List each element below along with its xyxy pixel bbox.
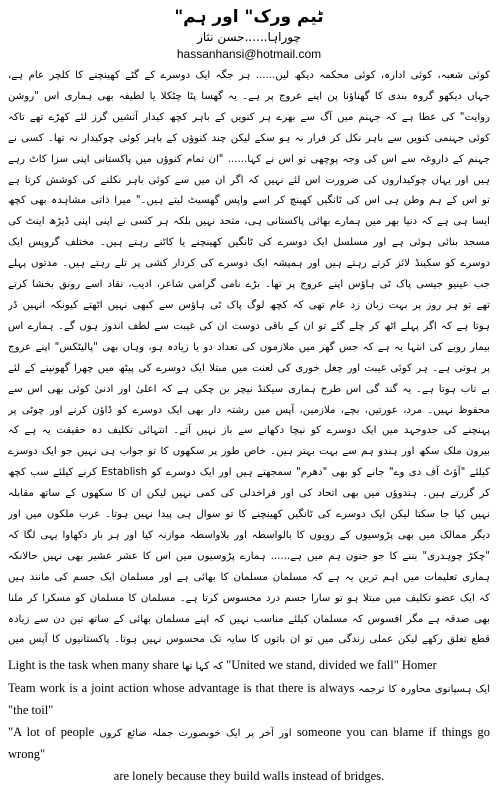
author-email: hassanhansi@hotmail.com [176, 47, 322, 61]
english-quote-2-right: "the toil" [8, 703, 54, 717]
article-body: کوئی شعبہ، کوئی ادارہ، کوئی محکمہ دیکھ لیں...... ہر جگہ ایک دوسرے کے گٹے کھینچنے کا کلچر عام ہے، جہاں دیکھو گروہ بندی کا گھناؤنا پن اپنے عروج پر ہے۔ یہ گھسا پٹا چٹکلا یا لطیفہ بھی ہماری اس "روشن روایت" کی عطا ہے کہ جہنم میں آگ سے بھرے ہر کنویں کے باہر کچھ کیدار آتشیں گرز لئے کھڑے تھے تاکہ کوئی جہنمی کنویں سے باہر نکل کر فرار نہ ہو سکے لیکن چند کنوؤں کے باہر کوئی چوکیدار نہ تھا۔ کسی نے جہنم کے داروغہ سے اس کی وجہ پوچھی تو اس نے کہا...... "ان تمام کنوؤں میں پاکستانی اپنی سزا کاٹ رہے ہیں اور یہاں چوکیداروں کی ضرورت اس لئے نہیں کہ اگر ان میں سے کوئی باہر نکلنے کی کوشش کرتا ہے تو اس کے ہم وطن ہی اس کی ٹانگیں کھینچ کر اسے واپس گھسیٹ لیتے ہیں۔" میرا ذاتی مشاہدہ بھی کچھ ایسا ہی ہے کہ دنیا بھر میں ہمارے بھائی پاکستانی ہی، متحد نہیں بلکہ ہر کسی نے اپنی اپنی ڈیڑھ اینٹ کی مسجد بنائی ہوئی ہے اور مسلسل ایک دوسرے کی ٹانگیں کھینچنے یا کاٹنے رہتے ہیں۔ مختلف گروپس ایک دوسرے کو سکینڈ لائز کرتے رہتے ہیں اور ہمیشہ ایک دوسرے کی کردار کشی پر تلے رہتے ہیں۔ مدتوں پہلے جب عینیو جیسی پاک ٹی ہاؤس اپنے عروج پر تھا۔ بڑے نامی گرامی شاعر، ادیب، نقاد اسے رونق بخشا کرتے تھے تو ہر روز پر بہت زبان زد عام تھی کہ کچھ لوگ پاک ٹی ہاؤس سے کبھی نہیں اٹھتے کیونکہ انہیں ڈر ہوتا ہے کہ اگر پہلے اٹھ کر چلے گئے تو ان کے باقی دوست ان کی غیبت سے لطف اندوز ہوں گے۔ ہمارے اس بیمار رویے کی انتہا یہ ہے کہ جس گھر میں ملازموں کی تعداد دو یا زیادہ ہو، وہاں بھی "پالیٹکس" اپنے عروج پر ہوتی ہے۔ ہر کوئی غیبت اور چغل خوری کی لعنت میں مبتلا ایک دوسرے کی پیٹھ میں چھرا گھونپنے کے لئے بے تاب ہوتا ہے۔ یہ گند گی اس طرح ہماری سیکنڈ نیچر بن چکی ہے کہ اعلیٰ اور ادنیٰ کوئی بھی اس سے محفوظ نہیں۔ مرد، عورتیں، بچے، ملازمین، آپس میں رشتہ دار بھی ایک دوسرے کو ڈاؤن کرنے اور چوٹی پر پہنچنے کی جدوجہد میں ایک دوسرے کو نیچا دکھانے سے باز نہیں آتے۔ انتہائی تکلیف دہ حقیقت یہ ہے کہ بیرون ملک سکھ اور ہندو ہم سے بہت بہتر ہیں۔ خاص طور پر سکھوں کا تو جواب ہی نہیں جو ایک دوسرے کیلئے "آؤٹ آف دی وے" جانے کو بھی "دھرم" سمجھتے ہیں اور ایک دوسرے کو Establish کرنے کیلئے سب کچھ کر گزرتے ہیں۔ ہندوؤں میں بھی اتحاد کی اور فراخدلی کی کمی نہیں لیکن ان کا سکھوں کے ساتھ مقابلہ نہیں کیا جا سکتا لیکن ایک دوسرے کی ٹانگیں کھینچنے کا تو سوال ہی پیدا نہیں ہوتا۔ عرب ملکوں میں اور دیگر ممالک میں بھی پڑوسیوں کے رویوں کا بالواسطہ اور بلاواسطہ موازنہ کیا اور ہر بار دکھاوا یہی لگا کہ "چکڑ چوہدری" بننے کا جو جنون ہم میں ہے...... ہمارے پڑوسیوں میں اس کا عشر عشیر بھی نہیں حالانکہ ہماری تعلیمات میں اہم ترین یہ ہے کہ مسلمان مسلمان کا بھائی ہے اور مسلمان ایک جسم کی مانند ہیں کہ ایک عضو تکلیف میں مبتلا ہو تو سارا جسم درد محسوس کرتا ہے۔ مسلمان کا مسلمان کو مسکرا کر ملنا بھی صدقہ ہے مگر افسوس کہ مسلمان کیلئے مناسب نہیں کہ اپنے مسلمان بھائی کے ساتھ تین دن سے زیادہ قطع تعلق رکھے لیکن عملی زندگی میں تو ان باتوں کا سایہ تک محسوس نہیں ہوتا۔ پاکستانیوں کا آپس میں [8, 70, 490, 646]
english-quote-line-1 [8, 655, 490, 678]
english-quote-line-3 [8, 722, 490, 766]
english-quote-2-left: Team work is a joint action whose advantage is that there is always [8, 680, 355, 695]
english-quote-2-urdu: ایک ہسپانوی محاورہ کا ترجمہ [358, 683, 490, 695]
english-quote-3-urdu: اور آخر پر ایک خوبصورت جملہ ضائع کروں [99, 727, 292, 739]
english-quote-3-right: someone you can blame if things go wrong" [8, 724, 491, 761]
english-quote-1-urdu: کہ کہا تھا [181, 661, 224, 672]
english-quote-line-2 [8, 678, 490, 722]
english-quote-line-4: are lonely because they build walls instead of bridges. [113, 768, 385, 783]
english-quote-1-right: "United we stand, divided we fall" Homer [226, 658, 437, 672]
article-title: "ٹیم ورک" اور ہم [174, 7, 324, 27]
article-byline: چوراہا......حسن نثار [197, 30, 301, 44]
english-quote-3-left: "A lot of people [8, 724, 95, 739]
english-quote-1-left: Light is the task when many share [8, 658, 179, 672]
